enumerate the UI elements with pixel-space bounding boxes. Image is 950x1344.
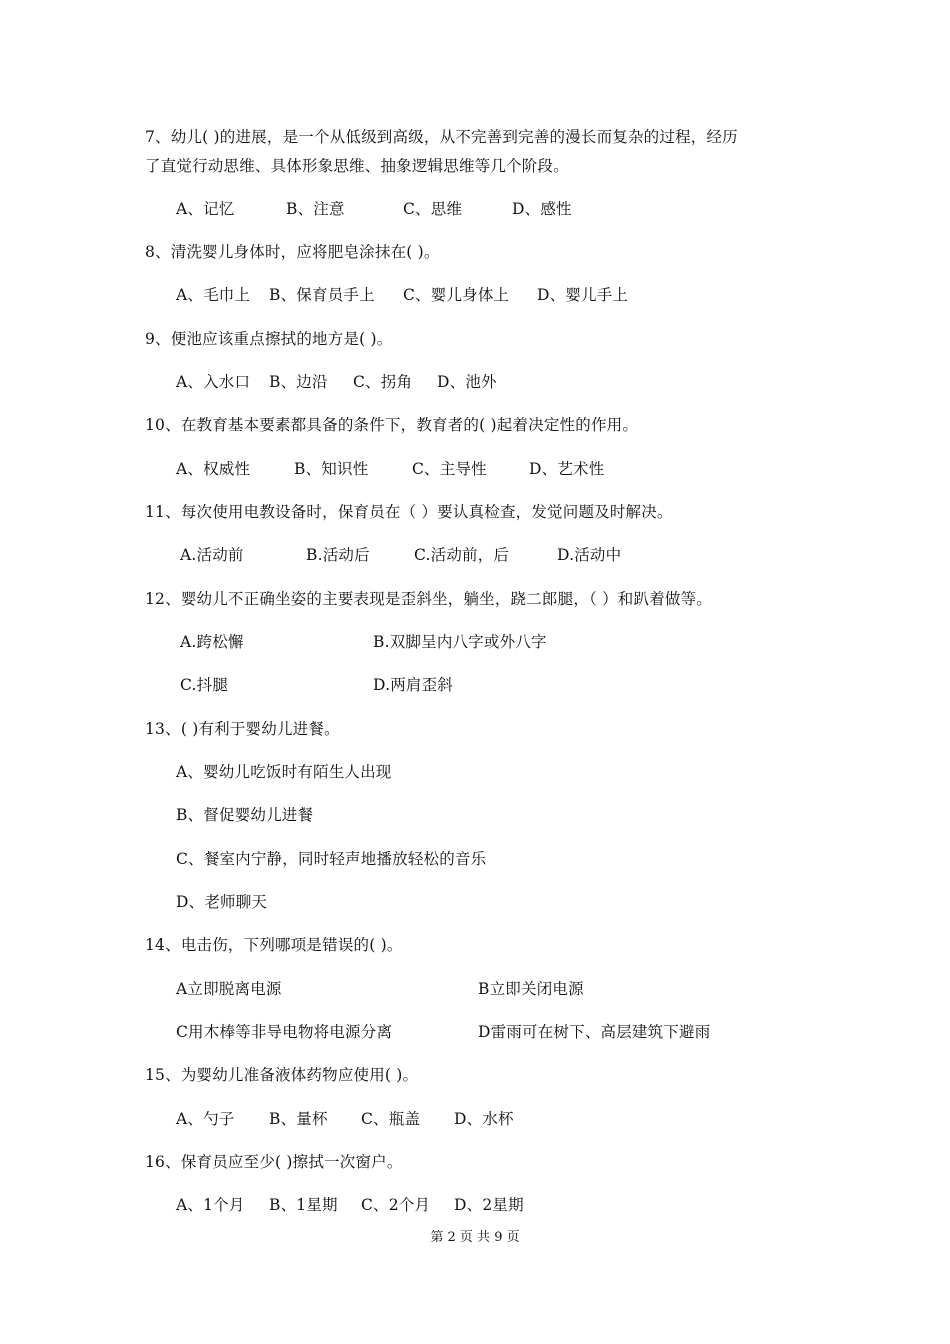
q15-option-d: D、水杯 <box>454 1110 514 1128</box>
q10-option-d: D、艺术性 <box>529 460 605 478</box>
q12-option-a: A.跨松懈 <box>180 633 244 651</box>
q13-option-d: D、老师聊天 <box>176 893 268 911</box>
q12-option-b: B.双脚呈内八字或外八字 <box>373 633 547 651</box>
q11-option-a: A.活动前 <box>180 546 244 564</box>
q10-option-c: C、主导性 <box>412 460 487 478</box>
q14-option-d: D雷雨可在树下、高层建筑下避雨 <box>478 1023 711 1041</box>
question-11: 11、每次使用电教设备时，保育员在（ ）要认真检查，发觉问题及时解决。 <box>145 503 673 521</box>
q12-option-d: D.两肩歪斜 <box>373 676 454 694</box>
q13-option-a: A、婴幼儿吃饭时有陌生人出现 <box>176 763 392 781</box>
q12-option-c: C.抖腿 <box>180 676 229 694</box>
q15-option-c: C、瓶盖 <box>361 1110 421 1128</box>
q11-option-d: D.活动中 <box>557 546 622 564</box>
q7-option-c: C、思维 <box>403 200 463 218</box>
q8-option-d: D、婴儿手上 <box>537 286 629 304</box>
q10-option-b: B、知识性 <box>294 460 369 478</box>
q16-option-a: A、1个月 <box>176 1196 245 1214</box>
q11-option-c: C.活动前，后 <box>414 546 510 564</box>
q9-option-a: A、入水口 <box>176 373 251 391</box>
q16-option-b: B、1星期 <box>269 1196 338 1214</box>
question-8: 8、清洗婴儿身体时，应将肥皂涂抹在( )。 <box>145 243 440 261</box>
q8-option-b: B、保育员手上 <box>269 286 375 304</box>
q16-option-d: D、2星期 <box>454 1196 524 1214</box>
question-14: 14、电击伤，下列哪项是错误的( )。 <box>145 936 403 954</box>
question-13: 13、( )有利于婴幼儿进餐。 <box>145 720 340 738</box>
q15-option-b: B、量杯 <box>269 1110 328 1128</box>
q13-option-c: C、餐室内宁静，同时轻声地播放轻松的音乐 <box>176 850 487 868</box>
q13-option-b: B、督促婴幼儿进餐 <box>176 806 314 824</box>
q11-option-b: B.活动后 <box>306 546 370 564</box>
q10-option-a: A、权威性 <box>176 460 251 478</box>
q9-option-d: D、池外 <box>437 373 497 391</box>
question-15: 15、为婴幼儿准备液体药物应使用( )。 <box>145 1066 419 1084</box>
q9-option-c: C、拐角 <box>353 373 413 391</box>
question-10: 10、在教育基本要素都具备的条件下，教育者的( )起着决定性的作用。 <box>145 416 639 434</box>
q7-option-b: B、注意 <box>286 200 345 218</box>
q16-option-c: C、2个月 <box>361 1196 431 1214</box>
q7-option-d: D、感性 <box>512 200 572 218</box>
q8-option-a: A、毛巾上 <box>176 286 251 304</box>
question-9: 9、便池应该重点擦拭的地方是( )。 <box>145 330 393 348</box>
q9-option-b: B、边沿 <box>269 373 328 391</box>
question-7-line-2: 了直觉行动思维、具体形象思维、抽象逻辑思维等几个阶段。 <box>145 157 569 175</box>
question-7-line-1: 7、幼儿( )的进展，是一个从低级到高级，从不完善到完善的漫长而复杂的过程，经历 <box>145 128 738 146</box>
page-footer: 第 2 页 共 9 页 <box>430 1230 520 1245</box>
q14-option-c: C用木棒等非导电物将电源分离 <box>176 1023 393 1041</box>
q15-option-a: A、勺子 <box>176 1110 235 1128</box>
q7-option-a: A、记忆 <box>176 200 235 218</box>
question-12: 12、婴幼儿不正确坐姿的主要表现是歪斜坐，躺坐，跷二郎腿，（ ）和趴着做等。 <box>145 590 713 608</box>
q8-option-c: C、婴儿身体上 <box>403 286 510 304</box>
q14-option-b: B立即关闭电源 <box>478 980 584 998</box>
question-16: 16、保育员应至少( )擦拭一次窗户。 <box>145 1153 403 1171</box>
q14-option-a: A立即脱离电源 <box>176 980 282 998</box>
